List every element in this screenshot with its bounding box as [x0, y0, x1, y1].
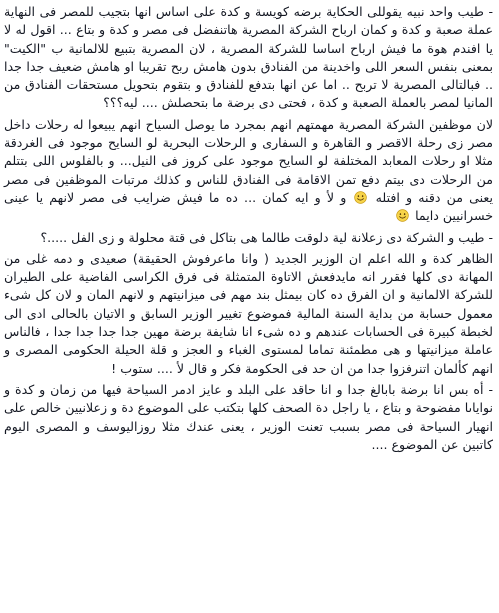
post-text: الظاهر كدة و الله اعلم ان الوزير الجديد ( وانا ماعرفوش الحقيقة) صعيدى و دمه غلى من المهانة دى كلها فقرر انه مايدفعش الاتاوة المتمثلة فى فرق الكراسى الفاضية على الطيران للشركة الالمانية و ان الفرق ده كان بيمثل بند مهم فى ميزانيتهم و لانهم المان و لان كل شىء معمول حسابة من بداية السنة المالية فموضوع تغيير الوزير السابق و الاتيان بالحالى ادى الى لخبطة كبيرة فى الحسابات عندهم و ده شىء انا شايفة برضة مهين جدا جدا جدا جدا ، فالناس عاملة ميزانيتها و هى مطمئنة تماما لمستوى الغباء و العجز و قلة الحيلة الحكومى المصرى و انهم كألمان اتنرفزوا جدا من ان حد فى الحكومة فكر و قال لأ .... ستوب ! — [4, 250, 493, 376]
post-text: لان موظفين الشركة المصرية مهمتهم انهم بمجرد ما يوصل السياح انهم يبيعوا له رحلات داخل مصر زى رحلة الاقصر و القاهرة و السفارى و الرحلات البحرية لو السايح موجود فى الغردقة مثلا او رحلات المعابد المختلفة لو السايح موجود على كروز فى النيل... و بالفلوس اللى بتتلم من الرحلات دى بيتم دفع تمن الاقامة فى الفنادق للناس و كذلك مرتبات الموظفين فى مصر يعنى من دقنه و افتله — [4, 116, 493, 205]
smiley-icon — [396, 209, 409, 222]
post-paragraph — [4, 381, 493, 454]
post-text: - طيب واحد نبيه يقوللى الحكاية برضه كويسة و كدة على اساس انها بتجيب للمصر فى النهاية عملة صعبة و كدة و كمان ارباح الشركة المصرية هاتنفضل فى مصر و كدة و بتاع ... اقول له لا يا افندم هوة ما فيش ارباح اساسا للشركة المصرية ، لان المصرية بتبيع للالمانية ب "الكيت" بمعنى بنفس السعر اللى واخدينة من الفنادق بدون هامش ربح تقريبا او هامش ضعيف جدا جدا .. فبالتالى المصرية لا تربح .. اما عن انها بتدفع للفنادق و بتقوم بتحويل مستحقات الفنادق من المانيا لمصر بالعملة الصعبة و كدة ، فحتى دى برضة ما بتحصلش .... ليه؟؟؟ — [4, 4, 493, 111]
post-paragraph — [4, 3, 493, 113]
post-paragraph — [4, 116, 493, 226]
post-text: - أه بس انا برضة بابالغ جدا و انا حاقد على البلد و عايز ادمر السياحة فيها من زمان و كدة و نواياىا مفضوحة و بتاع ، يا راجل دة الصحف كلها بتكتب على الموضوع دة و زعلانيين خالص على انهيار السياحة فى مصر بسبب تعنت الوزير ، يعنى عندك مثلا روزاليوسف و المصرى اليوم كاتبين عن الموضوع .... — [4, 381, 493, 452]
post-text: و لأ و ايه كمان ... ده ما فيش ضرايب فى مصر لانهم يا عينى خسرانيين دايما — [4, 189, 493, 224]
post-paragraph — [4, 229, 493, 247]
post-text: - طيب و الشركة دى زعلانة لية دلوقت طالما هى بتاكل فى قتة محلولة و زى الفل .....؟ — [40, 229, 493, 245]
post-paragraph — [4, 250, 493, 378]
smiley-icon — [354, 191, 367, 204]
